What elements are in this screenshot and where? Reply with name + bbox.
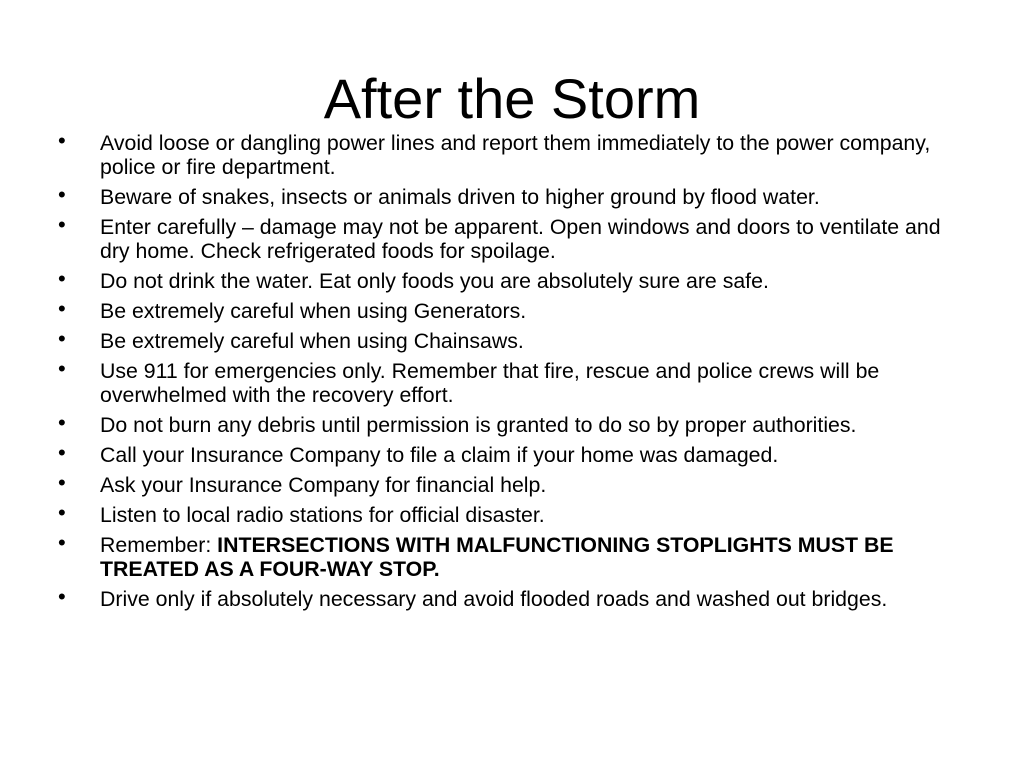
bullet-icon: •	[58, 440, 66, 465]
bullet-text: Avoid loose or dangling power lines and report them immediately to the power company, police or fire department.	[100, 131, 931, 179]
bullet-text: Do not burn any debris until permission is granted to do so by proper authorities.	[100, 413, 857, 437]
bullet-icon: •	[58, 326, 66, 351]
bullet-text: Beware of snakes, insects or animals driven to higher ground by flood water.	[100, 185, 820, 209]
bullet-icon: •	[58, 470, 66, 495]
bullet-item	[56, 182, 976, 209]
bullet-text: Be extremely careful when using Chainsaws.	[100, 329, 524, 353]
bullet-icon: •	[58, 500, 66, 525]
bullet-item	[56, 128, 976, 179]
bullet-item	[56, 440, 976, 467]
bullet-icon: •	[58, 530, 66, 555]
slide-title: After the Storm	[323, 67, 701, 130]
bullet-icon: •	[58, 356, 66, 381]
bullet-item	[56, 410, 976, 437]
bullet-item	[56, 530, 976, 581]
bullet-text: Enter carefully – damage may not be apparent. Open windows and doors to ventilate and dry home. Check refrigerated foods for spoilage.	[100, 215, 941, 263]
bullet-item	[56, 584, 976, 611]
bullet-icon: •	[58, 410, 66, 435]
bullet-item	[56, 296, 976, 323]
bullet-item	[56, 500, 976, 527]
bullet-list	[56, 128, 976, 617]
bullet-item	[56, 356, 976, 407]
bullet-item	[56, 212, 976, 263]
bullet-icon: •	[58, 212, 66, 237]
bullet-text: Call your Insurance Company to file a claim if your home was damaged.	[100, 443, 779, 467]
bullet-item	[56, 470, 976, 497]
bullet-item	[56, 266, 976, 293]
bullet-text: Do not drink the water. Eat only foods you are absolutely sure are safe.	[100, 269, 769, 293]
bullet-text: Be extremely careful when using Generators.	[100, 299, 527, 323]
bullet-text-prefix: Remember:	[100, 533, 218, 557]
bullet-icon: •	[58, 128, 66, 153]
bullet-text: Drive only if absolutely necessary and avoid flooded roads and washed out bridges.	[100, 587, 888, 611]
bullet-item	[56, 326, 976, 353]
bullet-icon: •	[58, 182, 66, 207]
bullet-text: Ask your Insurance Company for financial help.	[100, 473, 547, 497]
bullet-text: Use 911 for emergencies only. Remember that fire, rescue and police crews will be overwhelmed with the recovery effort.	[100, 359, 880, 407]
bullet-text-bold: INTERSECTIONS WITH MALFUNCTIONING STOPLIGHTS MUST BE TREATED AS A FOUR-WAY STOP.	[100, 533, 894, 581]
bullet-text: Listen to local radio stations for official disaster.	[100, 503, 545, 527]
bullet-icon: •	[58, 266, 66, 291]
bullet-icon: •	[58, 584, 66, 609]
bullet-icon: •	[58, 296, 66, 321]
